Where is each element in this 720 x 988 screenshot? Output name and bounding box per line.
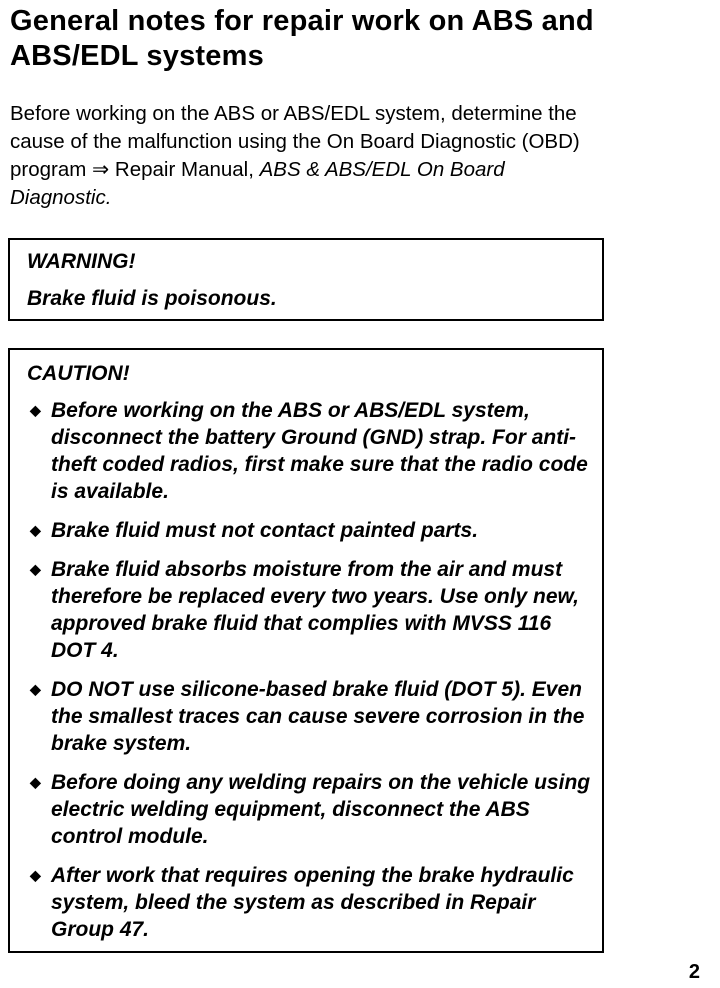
caution-item: [27, 676, 599, 757]
page-title: General notes for repair work on ABS and ABS/EDL systems: [10, 5, 594, 72]
diamond-bullet-icon: ◆: [30, 681, 41, 697]
caution-item-text: Brake fluid must not contact painted parts.: [51, 519, 479, 542]
caution-item-text: Before working on the ABS or ABS/EDL system, disconnect the battery Ground (GND) strap. For anti-theft coded radios, first make sure that the radio code is available.: [51, 399, 588, 503]
caution-item: [27, 517, 599, 544]
warning-text: Brake fluid is poisonous.: [27, 287, 277, 310]
warning-heading: WARNING!: [27, 250, 136, 273]
caution-item: [27, 769, 599, 850]
caution-item-text: Before doing any welding repairs on the vehicle using electric welding equipment, disconnect the ABS control module.: [51, 771, 591, 848]
diamond-bullet-icon: ◆: [30, 774, 41, 790]
caution-item-text: Brake fluid absorbs moisture from the air and must therefore be replaced every two years. Use only new, approved brake fluid that complies with MVSS 116 DOT 4.: [51, 558, 579, 662]
intro-paragraph: [10, 100, 610, 212]
diamond-bullet-icon: ◆: [30, 522, 41, 538]
caution-box: [8, 348, 604, 953]
diamond-bullet-icon: ◆: [30, 402, 41, 418]
caution-item: [27, 862, 599, 943]
page-number: 2: [688, 961, 700, 983]
caution-item-text: After work that requires opening the brake hydraulic system, bleed the system as described in Repair Group 47.: [51, 864, 574, 941]
caution-item: [27, 556, 599, 664]
caution-heading: CAUTION!: [27, 362, 130, 385]
diamond-bullet-icon: ◆: [30, 561, 41, 577]
caution-list: [27, 397, 602, 943]
diamond-bullet-icon: ◆: [30, 867, 41, 883]
caution-item: [27, 397, 599, 505]
intro-text: Before working on the ABS or ABS/EDL system, determine the cause of the malfunction using the On Board Diagnostic (OBD) program ⇒ Repair Manual,: [10, 102, 580, 181]
warning-box: [8, 238, 604, 321]
caution-item-text: DO NOT use silicone-based brake fluid (DOT 5). Even the smallest traces can cause severe corrosion in the brake system.: [51, 678, 585, 755]
manual-reference: ABS & ABS/EDL On Board Diagnostic.: [10, 158, 505, 209]
